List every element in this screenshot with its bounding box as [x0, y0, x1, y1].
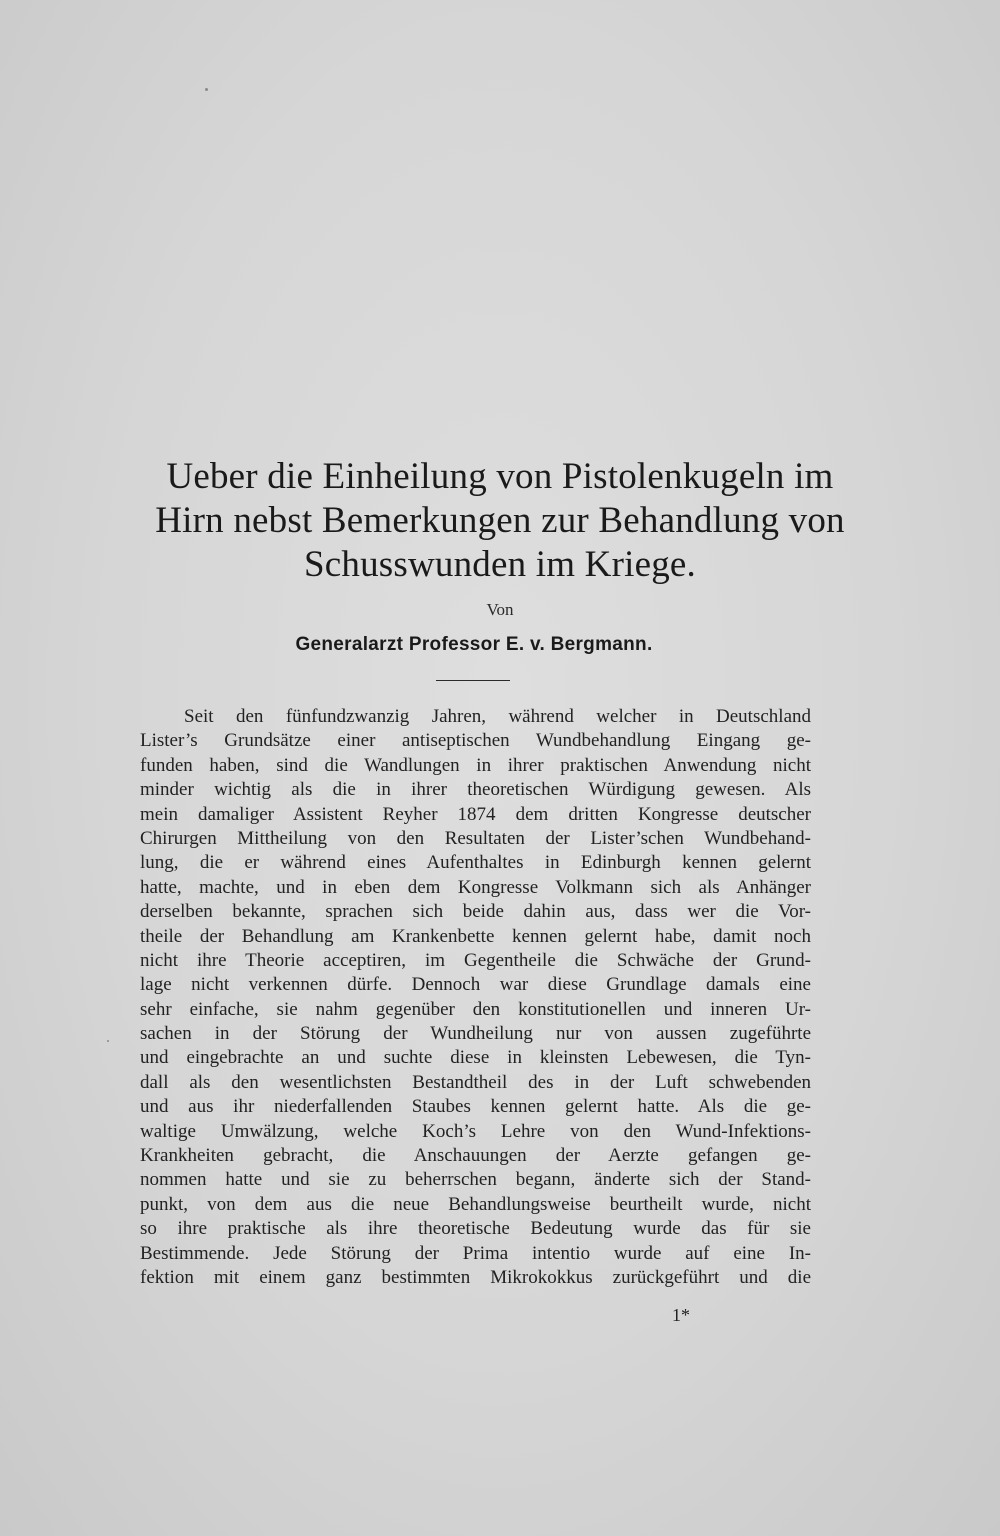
- body-line: Krankheiten gebracht, die Anschauungen der Aerzte gefangen ge-: [140, 1145, 811, 1167]
- body-line: waltige Umwälzung, welche Koch’s Lehre von den Wund-Infektions-: [140, 1120, 811, 1142]
- title-line: Schusswunden im Kriege.: [303, 544, 697, 585]
- body-paragraph: [140, 705, 811, 1290]
- body-line: und aus ihr niederfallenden Staubes kennen gelernt hatte. Als die ge-: [140, 1096, 811, 1118]
- page-number: 1*: [672, 1305, 690, 1325]
- body-line: Chirurgen Mittheilung von den Resultaten der Lister’schen Wundbehand-: [140, 827, 811, 849]
- body-line: funden haben, sind die Wandlungen in ihrer praktischen Anwendung nicht: [140, 754, 811, 776]
- body-line: minder wichtig als die in ihrer theoretischen Würdigung gewesen. Als: [140, 779, 811, 801]
- body-line: mein damaliger Assistent Reyher 1874 dem dritten Kongresse deutscher: [140, 803, 811, 825]
- body-line: lung, die er während eines Aufenthaltes in Edinburgh kennen gelernt: [140, 852, 811, 874]
- article-title: [120, 455, 880, 587]
- author-line: Generalarzt Professor E. v. Bergmann.: [295, 634, 653, 655]
- body-line: theile der Behandlung am Krankenbette kennen gelernt habe, damit noch: [140, 925, 811, 947]
- body-line: lage nicht verkennen dürfe. Dennoch war diese Grundlage damals eine: [140, 974, 811, 996]
- body-line: Bestimmende. Jede Störung der Prima intentio wurde auf eine In-: [140, 1242, 811, 1264]
- body-line: fektion mit einem ganz bestimmten Mikrokokkus zurückgeführt und die: [140, 1266, 811, 1288]
- paper-speck: [205, 88, 208, 91]
- body-line: punkt, von dem aus die neue Behandlungsweise beurtheilt wurde, nicht: [140, 1193, 811, 1215]
- paper-speck: [107, 1040, 109, 1042]
- body-line: hatte, machte, und in eben dem Kongresse Volkmann sich als Anhänger: [140, 876, 811, 898]
- body-line: sachen in der Störung der Wundheilung nur von aussen zugeführte: [140, 1023, 811, 1045]
- title-line: Hirn nebst Bemerkungen zur Behandlung von: [155, 500, 845, 541]
- body-line: nicht ihre Theorie acceptiren, im Gegentheile die Schwäche der Grund-: [140, 949, 811, 971]
- body-line: Seit den fünfundzwanzig Jahren, während welcher in Deutschland: [184, 706, 811, 727]
- body-line: so ihre praktische als ihre theoretische Bedeutung wurde das für sie: [140, 1218, 811, 1240]
- separator-rule: [436, 680, 510, 681]
- body-line: und eingebrachte an und suchte diese in kleinsten Lebewesen, die Tyn-: [140, 1047, 811, 1069]
- body-line: nommen hatte und sie zu beherrschen begann, änderte sich der Stand-: [140, 1169, 811, 1191]
- body-line: Lister’s Grundsätze einer antiseptischen Wundbehandlung Eingang ge-: [140, 730, 811, 752]
- body-line: dall als den wesentlichsten Bestandtheil des in der Luft schwebenden: [140, 1071, 811, 1093]
- by-label: Von: [486, 600, 514, 619]
- body-line: derselben bekannte, sprachen sich beide dahin aus, dass wer die Vor-: [140, 901, 811, 923]
- body-line: sehr einfache, sie nahm gegenüber den konstitutionellen und inneren Ur-: [140, 998, 811, 1020]
- title-line: Ueber die Einheilung von Pistolenkugeln im: [166, 456, 834, 497]
